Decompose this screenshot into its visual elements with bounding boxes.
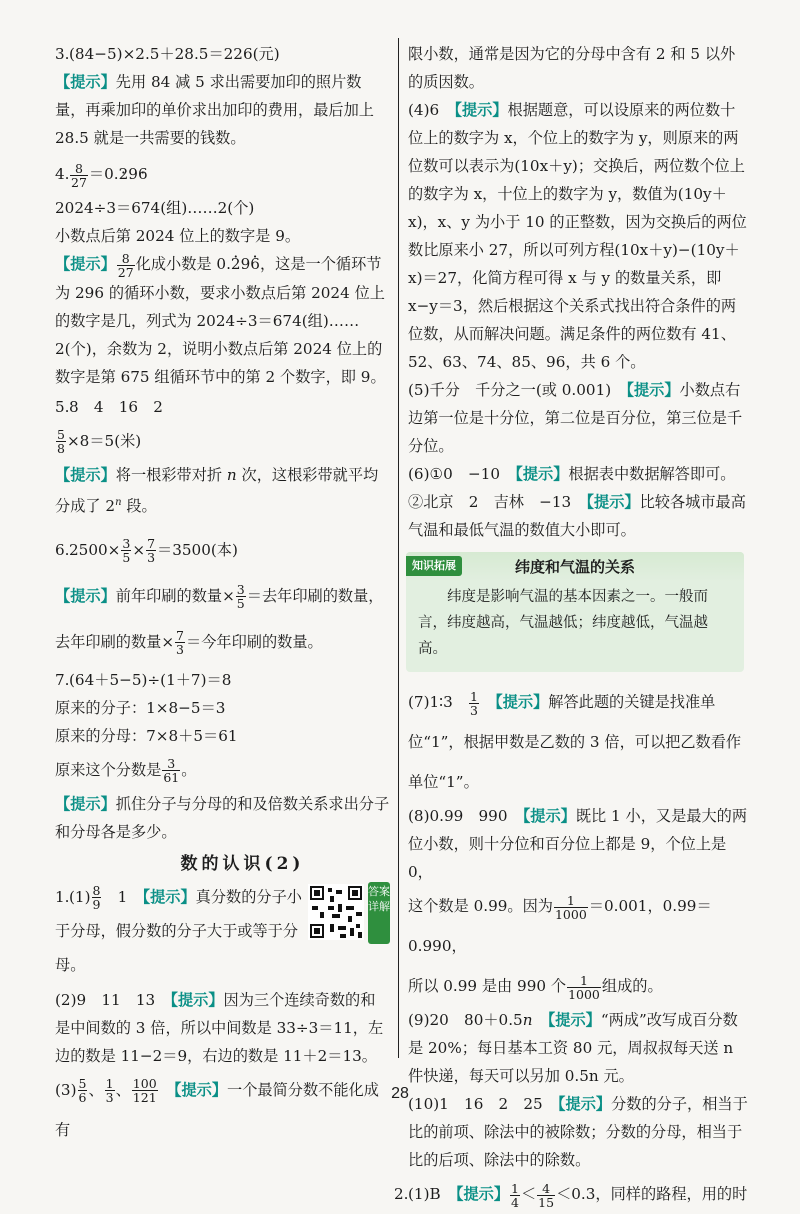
- fraction: $\frac{1}{1000}$: [554, 892, 587, 922]
- fraction: $\frac{3}{61}$: [163, 756, 180, 786]
- fraction: $\frac{8}{9}$: [92, 883, 101, 913]
- answer-1-8-b: 这个数是 0.99。因为 $\frac{1}{1000}$ ＝0.001，0.99＝0.990，: [408, 892, 712, 955]
- answer-7-tip: 【 提示 】 抓住分子与分母的和及倍数关系求出分子和分母各是多少。: [55, 790, 390, 846]
- answer-4-tip: 【 提示 】 $\frac{8}{27}$ 化成小数是 0.2 ·96 ·，这是一个循环节为 296 的循环小数，要求小数点后第 2024 位上的数字是几，列式为 2024÷3＝674(组)……2(个)，余数为 2，说明小数点后第 2024 位上的数字是第 675 组循环节中的第 2 个数字，即 9。: [55, 250, 390, 391]
- answer-3: 3.(84−5)×2.5＋28.5＝226(元): [55, 45, 280, 63]
- answer-5-line2: $\frac{5}{8}$ ×8＝5(米): [57, 427, 142, 456]
- fraction: $\frac{1}{1000}$: [568, 972, 600, 1002]
- answer-detail-tag[interactable]: 答案详解: [368, 882, 390, 944]
- answer-4-line3: 小数点后第 2024 位上的数字是 9。: [55, 227, 301, 245]
- fraction: $\frac{8}{27}$: [117, 250, 134, 280]
- answer-6-tip1: 【 提示 】 前年印刷的数量× $\frac{3}{5}$ ＝去年印刷的数量，: [55, 576, 390, 616]
- answer-1-6: (6)①0 −10 【 提示 】 根据表中数据解答即可。: [408, 460, 748, 488]
- knowledge-body: 纬度是影响气温的基本因素之一。一般而言，纬度越高，气温越低；纬度越低，气温越高。: [418, 589, 708, 657]
- s1-answer-1-2: (2)9 11 13 【 提示 】 因为三个连续奇数的和是中间数的 3 倍，所以中间数是 33÷3＝11，左边的数是 11−2＝9，右边的数是 11＋2＝13。: [55, 986, 390, 1070]
- left-column: [55, 40, 390, 1150]
- knowledge-box-header: [406, 552, 744, 582]
- answer-1-7: (7)1∶3 $\frac{1}{3}$ 【 提示 】 解答此题的关键是找准单位“1”，根据甲数是乙数的 3 倍，可以把乙数看作单位“1”。: [408, 682, 748, 802]
- fraction: $\frac{100}{121}$: [132, 1076, 157, 1106]
- qr-code-icon: [308, 884, 364, 940]
- answer-5: 5.8 4 16 2: [55, 397, 163, 416]
- continued-text: 限小数，通常是因为它的分母中含有 2 和 5 以外的质因数。: [408, 45, 736, 91]
- fraction: $\frac{5}{6}$: [78, 1076, 87, 1106]
- answer-1-8: (8)0.99 990 【 提示 】 既比 1 小，又是最大的两位小数，则十分位和百分位上都是 9，个位上是 0，: [408, 802, 748, 886]
- fraction: $\frac{1}{4}$: [511, 1180, 519, 1210]
- fraction: $\frac{7}{3}$: [176, 628, 184, 658]
- knowledge-box: [406, 552, 744, 672]
- section-title: 数的认识(2): [180, 853, 305, 874]
- knowledge-title: 纬度和气温的关系: [514, 558, 635, 576]
- answer-3-tip: 【 提示 】 先用 84 减 5 求出需要加印的照片数量，再乘加印的单价求出加印的费用，最后加上 28.5 就是一共需要的钱数。: [55, 68, 390, 152]
- fraction: $\frac{1}{3}$: [469, 688, 478, 718]
- fraction: $\frac{1}{3}$: [105, 1076, 114, 1106]
- fraction: $\frac{5}{8}$: [57, 427, 65, 456]
- answer-2-1: 2.(1)B 【 提示 】 $\frac{1}{4}$ ＜ $\frac{4}{15}$ ＜0.3，同样的路程，用的时: [394, 1174, 748, 1214]
- answer-4: 4. $\frac{8}{27}$ ＝0.2 ·96 ·: [55, 154, 390, 194]
- page-number: 28: [391, 1085, 409, 1102]
- qr-code-link[interactable]: [308, 882, 390, 946]
- answer-7: 7.(64＋5−5)÷(1＋7)＝8: [55, 670, 232, 689]
- fraction: $\frac{4}{15}$: [538, 1180, 555, 1210]
- fraction: $\frac{8}{27}$: [71, 160, 87, 190]
- answer-5-tip: 【 提示 】 将一根彩带对折 n 次，这根彩带就平均分成了 2$^n$ 段。: [55, 461, 390, 520]
- fraction: $\frac{3}{5}$: [122, 536, 131, 566]
- answer-4-line2: 2024÷3＝674(组)……2(个): [55, 199, 255, 217]
- column-divider: [398, 38, 399, 1058]
- fraction: $\frac{3}{5}$: [236, 582, 245, 612]
- answer-6-tip2: 去年印刷的数量× $\frac{7}{3}$ ＝今年印刷的数量。: [55, 628, 323, 658]
- answer-7-line4: 原来这个分数是 $\frac{3}{61}$ 。: [55, 756, 197, 786]
- s1-answer-1-1: 1.(1) $\frac{8}{9}$ 1 【 提示 】 真分数的分子小于分母，假分数的分子大于或等于分母。: [55, 880, 390, 982]
- answer-1-8-c: 所以 0.99 是由 990 个 $\frac{1}{1000}$ 组成的。: [408, 972, 663, 1002]
- s1-answer-1-3: (3) $\frac{5}{6}$ 、 $\frac{1}{3}$ 、 $\frac{100}{121}$ 【 提示 】 一个最简分数不能化成有: [55, 1070, 390, 1150]
- answer-6: 6.2500× $\frac{3}{5}$ × $\frac{7}{3}$ ＝3500(本): [55, 536, 238, 566]
- answer-7-line2: 原来的分子：1×8−5＝3: [55, 698, 226, 717]
- answer-1-9: (9)20 80＋0.5n 【 提示 】 “两成”改写成百分数是 20%；每日基本工资 80 元，周叔叔每天送 n 件快递，每天可以另加 0.5n 元。: [408, 1006, 748, 1090]
- fraction: $\frac{7}{3}$: [147, 536, 156, 566]
- answer-1-4: (4)6 【 提示 】 根据题意，可以设原来的两位数十位上的数字为 x，个位上的数字为 y，则原来的两位数可以表示为(10x＋y)；交换后，两位数个位上的数字为 x，十位上的数字为 y，数值为(10y＋x)，x、y 为小于 10 的正整数，因为交换后的两位数比原来小 27，所以可列方程(10x＋y)−(10y＋x)＝27，化简方程可得 x 与 y 的数量关系，即 x−y＝3，然后根据这个关系式找出符合条件的两位数，从而解决问题。满足条件的两位数有 41、52、63、74、85、96，共 6 个。: [408, 96, 748, 376]
- answer-1-6-b: ②北京 2 吉林 −13 【 提示 】 比较各城市最高气温和最低气温的数值大小即可。: [408, 488, 748, 544]
- knowledge-badge: 知识拓展: [406, 556, 462, 576]
- tip-label: 【 提示 】: [55, 73, 116, 91]
- answer-7-line3: 原来的分母：7×8＋5＝61: [55, 726, 238, 745]
- answer-1-5: (5)千分 千分之一(或 0.001) 【 提示 】 小数点右边第一位是十分位，第二位是百分位，第三位是千分位。: [408, 376, 748, 460]
- answer-1-10: (10)1 16 2 25 【 提示 】 分数的分子，相当于比的前项、除法中的被除数；分数的分母，相当于比的后项、除法中的除数。: [408, 1090, 748, 1174]
